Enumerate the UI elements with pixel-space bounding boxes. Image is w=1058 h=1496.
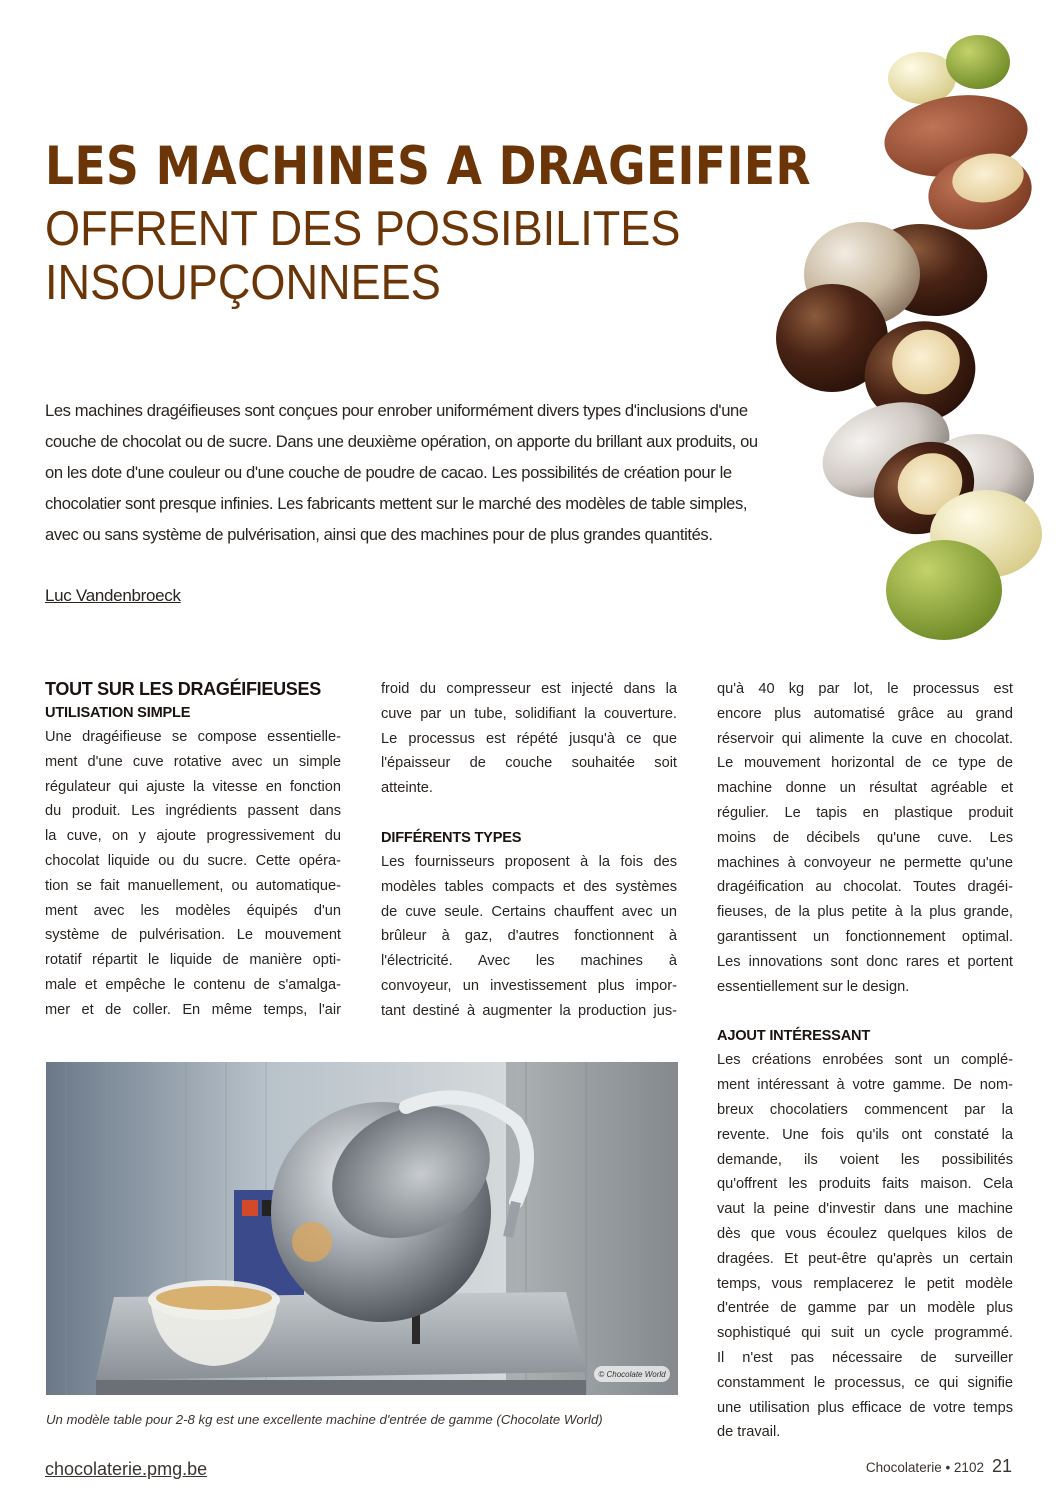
machine-photo-illustration (46, 1062, 678, 1395)
text-line: moins de décibels qu'une cuve. Les (717, 829, 1013, 846)
text-line: breux chocolatiers commencent par la (717, 1101, 1013, 1118)
text-line: demande, ils voient les possibilités (717, 1151, 1013, 1168)
text-line: constamment le processus, ce qui signifie (717, 1374, 1013, 1391)
text-line: ment d'une cuve rotative avec un simple (45, 753, 341, 770)
footer-website-link[interactable]: chocolaterie.pmg.be (45, 1459, 208, 1479)
subsection-heading: DIFFÉRENTS TYPES (381, 829, 522, 846)
text-line: modèles tables compacts et des systèmes (381, 878, 677, 895)
article-subtitle (45, 202, 689, 310)
column-2 (381, 677, 677, 1024)
text-line: froid du compresseur est injecté dans la (381, 681, 677, 697)
text-line: vaut la peine d'investir dans une machine (717, 1201, 1013, 1218)
column-1 (45, 677, 341, 1023)
text-line: atteinte. (381, 780, 433, 797)
text-line: brûleur à gaz, d'autres fonctionnent à (381, 928, 677, 945)
text-line: encore plus automatisé grâce au grand (717, 705, 1013, 722)
text-line: fieuses, de la plus petite à la plus grande, (717, 904, 1013, 921)
section-heading: TOUT SUR LES DRAGÉIFIEUSES (45, 679, 321, 699)
text-line: sophistiqué qui suit un cycle programmé. (717, 1325, 1013, 1342)
text-line: qu'à 40 kg par lot, le processus est (717, 681, 1013, 697)
text-line: système de pulvérisation. Le mouvement (45, 927, 341, 944)
subsection-heading: AJOUT INTÉRESSANT (717, 1028, 871, 1045)
body-paragraph (381, 850, 677, 1024)
machine-photo (46, 1062, 678, 1395)
intro-line: Les machines dragéifieuses sont conçues pour enrober uniformément divers types d'inclusions d'une (45, 401, 748, 420)
text-line: une utilisation plus efficace de votre temps (717, 1399, 1013, 1416)
footer-page-info (866, 1456, 1012, 1477)
body-paragraph (381, 677, 677, 801)
intro-paragraph (45, 395, 820, 550)
text-line: garantissent un fonctionnement optimal. (717, 928, 1013, 945)
text-line: régulateur qui ajuste la vitesse en fonction (45, 778, 341, 795)
intro-line: avec ou sans système de pulvérisation, ainsi que des machines pour de plus grandes quantités. (45, 525, 713, 544)
text-line: tant destiné à augmenter la production jus- (381, 1002, 677, 1019)
body-paragraph (717, 1048, 1013, 1445)
text-line: réservoir qui alimente la cuve en chocolat. (717, 730, 1013, 747)
text-line: régulier. Le tapis en plastique produit (717, 804, 1013, 821)
dragees-illustration (760, 20, 1058, 660)
text-line: l'électricité. Avec les machines à (381, 953, 677, 970)
photo-caption: Un modèle table pour 2-8 kg est une excellente machine d'entrée de gamme (Chocolate World) (46, 1412, 603, 1427)
subtitle-line-1: OFFRENT DES POSSIBILITES (45, 202, 681, 256)
intro-line: couche de chocolat ou de sucre. Dans une deuxième opération, on apporte du brillant aux produits, ou (45, 432, 758, 451)
text-line: rotatif répartit le liquide de manière opti- (45, 952, 341, 969)
body-paragraph (45, 725, 341, 1023)
text-line: Les fournisseurs proposent à la fois des (381, 853, 677, 870)
text-line: de travail. (717, 1424, 781, 1441)
text-line: revente. Une fois qu'ils ont constaté la (717, 1126, 1013, 1143)
author-byline: Luc Vandenbroeck (45, 586, 181, 605)
page-number: 21 (991, 1456, 1012, 1476)
text-line: l'épaisseur de couche souhaitée soit (381, 755, 677, 772)
column-3 (717, 677, 1013, 1445)
text-line: tion se fait manuellement, ou automatique- (45, 877, 341, 894)
text-line: Une dragéifieuse se compose essentielle- (45, 729, 341, 745)
text-line: dragées. Et peut-être qu'après un certain (717, 1250, 1013, 1267)
text-line: d'entrée de gamme par un modèle plus (717, 1300, 1013, 1317)
photo-watermark: © Chocolate World (598, 1370, 666, 1379)
text-line: essentiellement sur le design. (717, 978, 910, 995)
intro-line: on les dote d'une couleur ou d'une couche de poudre de cacao. Les possibilités de création pour le (45, 463, 732, 482)
intro-line: chocolatier sont presque infinies. Les fabricants mettent sur le marché des modèles de table simples, (45, 494, 748, 513)
subtitle-line-2: INSOUPÇONNEES (45, 256, 441, 310)
text-line: du produit. Les ingrédients passent dans (45, 803, 341, 820)
text-line: male et empêche le contenu de s'amalga- (45, 976, 341, 993)
footer-magazine-issue: Chocolaterie • 2102 (865, 1460, 984, 1475)
text-line: mer et de coller. En même temps, l'air (45, 1001, 341, 1018)
text-line: qu'offrent les produits faits maison. Cela (717, 1176, 1013, 1193)
text-line: Le mouvement horizontal de ce type de (717, 755, 1013, 772)
text-line: convoyeur, un investissement plus impor- (381, 977, 677, 994)
text-line: temps, vous remplacerez le petit modèle (717, 1275, 1013, 1292)
text-line: Les innovations sont donc rares et portent (717, 953, 1013, 970)
text-line: Il n'est pas nécessaire de surveiller (717, 1349, 1013, 1366)
subsection-heading: UTILISATION SIMPLE (45, 705, 191, 721)
text-line: Les créations enrobées sont un complé- (717, 1052, 1013, 1069)
text-line: machine donne un résultat agréable et (717, 780, 1013, 797)
text-line: ment intéressant à votre gamme. De nom- (717, 1077, 1013, 1094)
body-paragraph (717, 677, 1013, 999)
text-line: machines à convoyeur ne permette qu'une (717, 854, 1013, 871)
article-title: LES MACHINES A DRAGEIFIER (45, 136, 811, 197)
text-line: dragéification au chocolat. Toutes dragéi- (717, 879, 1013, 896)
text-line: cuve par un tube, solidifiant la couverture. (381, 705, 677, 722)
text-line: dès que vous écoulez quelques kilos de (717, 1225, 1013, 1242)
text-line: Le processus est répété jusqu'à ce que (381, 730, 677, 747)
text-line: de cuve seule. Certains chauffent avec un (381, 903, 677, 920)
text-line: chocolat liquide ou du sucre. Cette opéra- (45, 852, 341, 869)
text-line: ment avec les modèles équipés d'un (45, 902, 341, 919)
text-line: la cuve, on y ajoute progressivement du (45, 828, 341, 845)
